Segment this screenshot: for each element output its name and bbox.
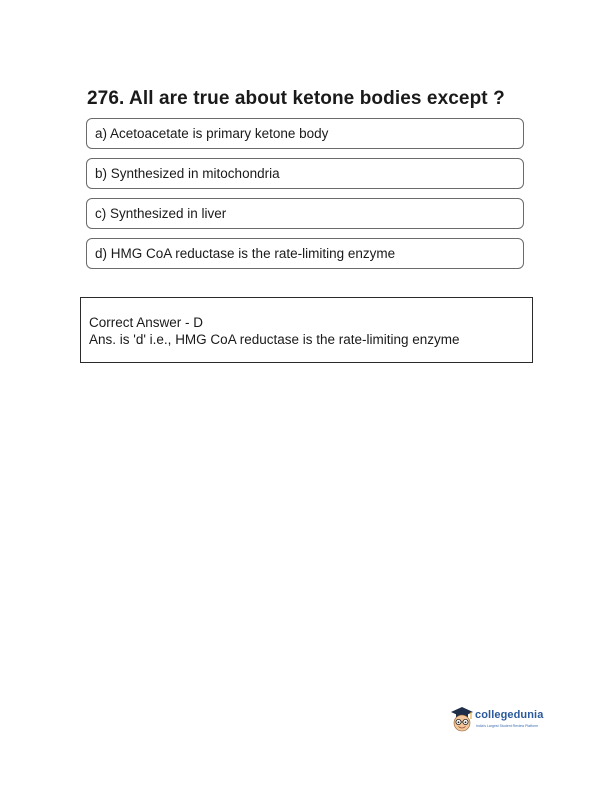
- option-a[interactable]: a) Acetoacetate is primary ketone body: [86, 118, 524, 149]
- logo-name: collegedunia: [475, 709, 544, 721]
- question-title: 276. All are true about ketone bodies except ?: [87, 88, 505, 109]
- logo-tagline: India's Largest Student Review Platform: [476, 724, 539, 728]
- graduate-mascot-icon: [448, 703, 476, 735]
- correct-answer: Correct Answer - D: [89, 315, 204, 330]
- collegedunia-logo[interactable]: [448, 703, 548, 735]
- option-d[interactable]: d) HMG CoA reductase is the rate-limiting enzyme: [86, 238, 524, 269]
- answer-box: [80, 297, 533, 363]
- option-c[interactable]: c) Synthesized in liver: [86, 198, 524, 229]
- option-b[interactable]: b) Synthesized in mitochondria: [86, 158, 524, 189]
- answer-explanation: Ans. is 'd' i.e., HMG CoA reductase is the rate-limiting enzyme: [89, 332, 460, 347]
